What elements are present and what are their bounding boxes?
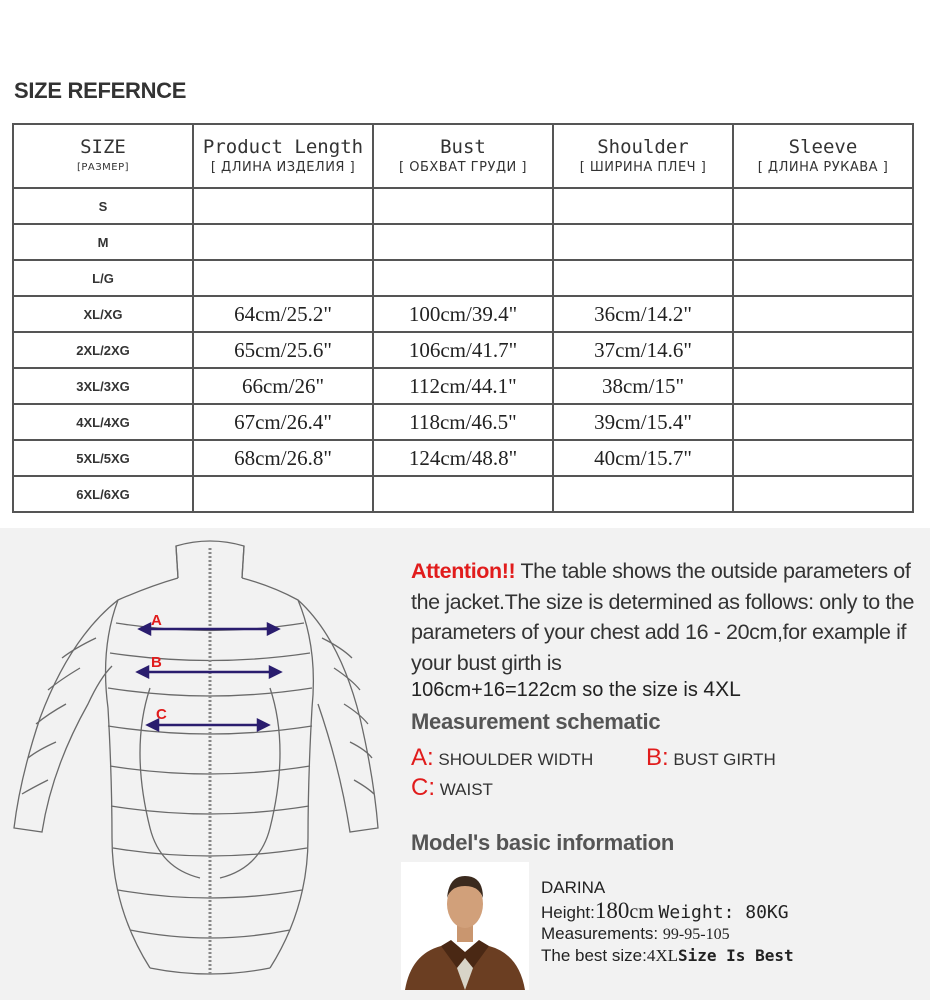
model-name: DARINA	[541, 878, 606, 897]
table-row: L/G	[13, 260, 913, 296]
jacket-outline	[14, 541, 378, 974]
legend-bust: B: BUST GIRTH	[646, 744, 776, 771]
header-shoulder: Shoulder [ ШИРИНА ПЛЕЧ ]	[553, 124, 733, 188]
attention-body: The table shows the outside parameters of the jacket.The size is determined as follows: only to the parameters of your chest add 16 - 20cm,for example if your bust girth is	[411, 559, 915, 675]
table-header-row	[13, 124, 913, 188]
header-size: SIZE [РАЗМЕР]	[13, 124, 193, 188]
table-row: 5XL/5XG 68cm/26.8" 124cm/48.8" 40cm/15.7"	[13, 440, 913, 476]
jacket-sketch	[0, 528, 400, 1000]
page-title: SIZE REFERNCE	[14, 78, 187, 103]
header-bust: Bust [ ОБХВАТ ГРУДИ ]	[373, 124, 553, 188]
table-row: XL/XG 64cm/25.2" 100cm/39.4" 36cm/14.2"	[13, 296, 913, 332]
label-c: C	[156, 706, 167, 723]
size-table	[12, 123, 914, 513]
model-photo	[401, 862, 529, 990]
model-measurements: Measurements: 99-95-105	[541, 924, 730, 943]
table-row: M	[13, 224, 913, 260]
model-title: Model's basic information	[411, 830, 674, 855]
size-formula: 106cm+16=122cm so the size is 4XL	[411, 678, 741, 701]
label-b: B	[151, 654, 162, 671]
model-height: Height:180cm Weight: 80KG	[541, 898, 789, 923]
table-row: 4XL/4XG 67cm/26.4" 118cm/46.5" 39cm/15.4"	[13, 404, 913, 440]
attention-label: Attention!!	[411, 559, 516, 583]
legend-waist: C: WAIST	[411, 774, 493, 801]
schematic-title: Measurement schematic	[411, 709, 661, 734]
table-row: 6XL/6XG	[13, 476, 913, 512]
table-row: S	[13, 188, 913, 224]
legend-shoulder: A: SHOULDER WIDTH	[411, 744, 594, 771]
model-best-size: The best size:4XLSize Is Best	[541, 946, 794, 965]
table-row: 3XL/3XG 66cm/26" 112cm/44.1" 38cm/15"	[13, 368, 913, 404]
header-sleeve: Sleeve [ ДЛИНА РУКАВА ]	[733, 124, 913, 188]
header-length: Product Length [ ДЛИНА ИЗДЕЛИЯ ]	[193, 124, 373, 188]
table-row: 2XL/2XG 65cm/25.6" 106cm/41.7" 37cm/14.6"	[13, 332, 913, 368]
label-a: A	[151, 612, 162, 629]
attention-text	[411, 556, 916, 678]
